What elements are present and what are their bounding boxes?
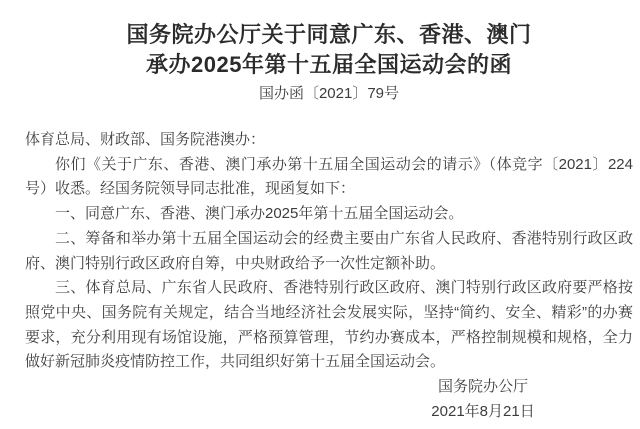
signature-block	[423, 375, 543, 424]
addressee-line: 体育总局、财政部、国务院港澳办：	[25, 131, 266, 148]
document-number: 国办函〔2021〕79号	[258, 85, 400, 102]
letter-paragraph-item3: 三、体育总局、广东省人民政府、香港特别行政区政府、澳门特别行政区政府要严格按照党中央、国务院有关规定，结合当地经济社会发展实际，坚持“简约、安全、精彩”的办赛要求，充分利用现有场馆设施，严格预算管理，节约办赛成本，严格控制规模和规格，全力做好新冠肺炎疫情防控工作，共同组织好第十五届全国运动会。	[25, 279, 633, 371]
letter-paragraph-item1: 一、同意广东、香港、澳门承办2025年第十五届全国运动会。	[55, 205, 464, 223]
letter-title-line2: 承办2025年第十五届全国运动会的函	[146, 52, 512, 77]
signature-org: 国务院办公厅	[437, 378, 528, 396]
letter-paragraph-intro: 你们《关于广东、香港、澳门承办第十五届全国运动会的请示》（体竞字〔2021〕224号）收悉。经国务院领导同志批准，现函复如下：	[25, 155, 633, 198]
signature-date: 2021年8月21日	[431, 402, 535, 420]
letter-title	[25, 20, 633, 80]
letter-paragraph-item2: 二、筹备和举办第十五届全国运动会的经费主要由广东省人民政府、香港特别行政区政府、澳门特别行政区政府自筹，中央财政给予一次性定额补助。	[25, 229, 633, 272]
letter-body	[25, 128, 633, 424]
letter-title-line1: 国务院办公厅关于同意广东、香港、澳门	[126, 22, 532, 47]
